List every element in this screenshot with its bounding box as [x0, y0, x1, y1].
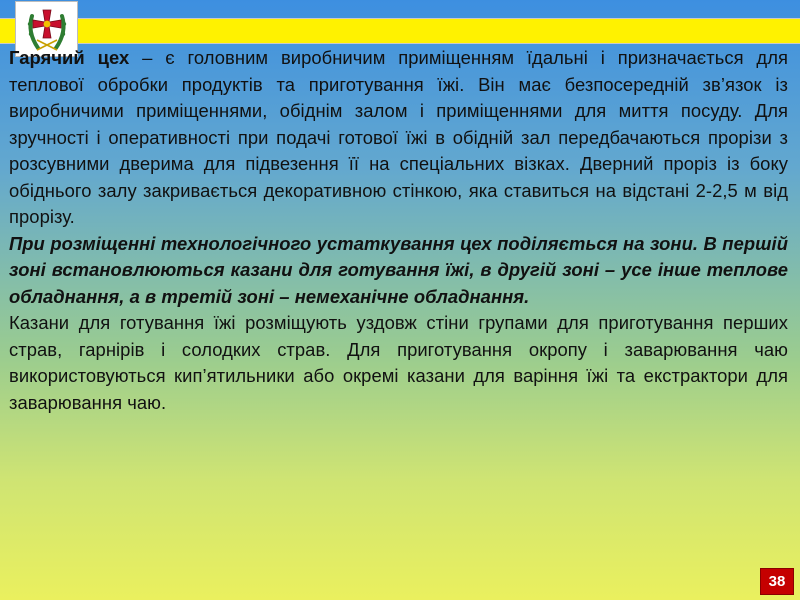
top-bar — [0, 18, 800, 44]
paragraph-3: Казани для готування їжі розміщують уздовж стіни групами для приготування перших страв, гарнірів і солодких страв. Для приготування окропу і заварювання чаю використовуються кип’ятильники або окремі казани для варіння їжі та екстрактори для заварювання чаю. — [9, 312, 788, 413]
slide-text — [9, 45, 788, 416]
page-number-badge: 38 — [760, 568, 794, 595]
paragraph-2: При розміщенні технологічного устаткування цех поділяється на зони. В першій зоні встановлюються казани для готування їжі, в другій зоні – усе інше теплове обладнання, а в третій зоні – немеханічне обладнання. — [9, 232, 788, 307]
paragraph-1-text: – є головним виробничим приміщенням їдальні і призначається для теплової обробки продуктів та приготування їжі. Він має безпосередній зв’язок із виробничими приміщеннями, обіднім залом і приміщеннями для миття посуду. Для зручності і оперативності при подачі готової їжі в обідній зал передбачаються прорізи з розсувними дверима для підвезення її на спеціальних візках. Дверний проріз із боку обіднього залу закривається декоративною стінкою, яка ставиться на відстані 2-2,5 м від прорізу. — [9, 47, 788, 227]
paragraph-1-lead: Гарячий цех — [9, 47, 130, 68]
paragraph-1 — [9, 45, 788, 231]
